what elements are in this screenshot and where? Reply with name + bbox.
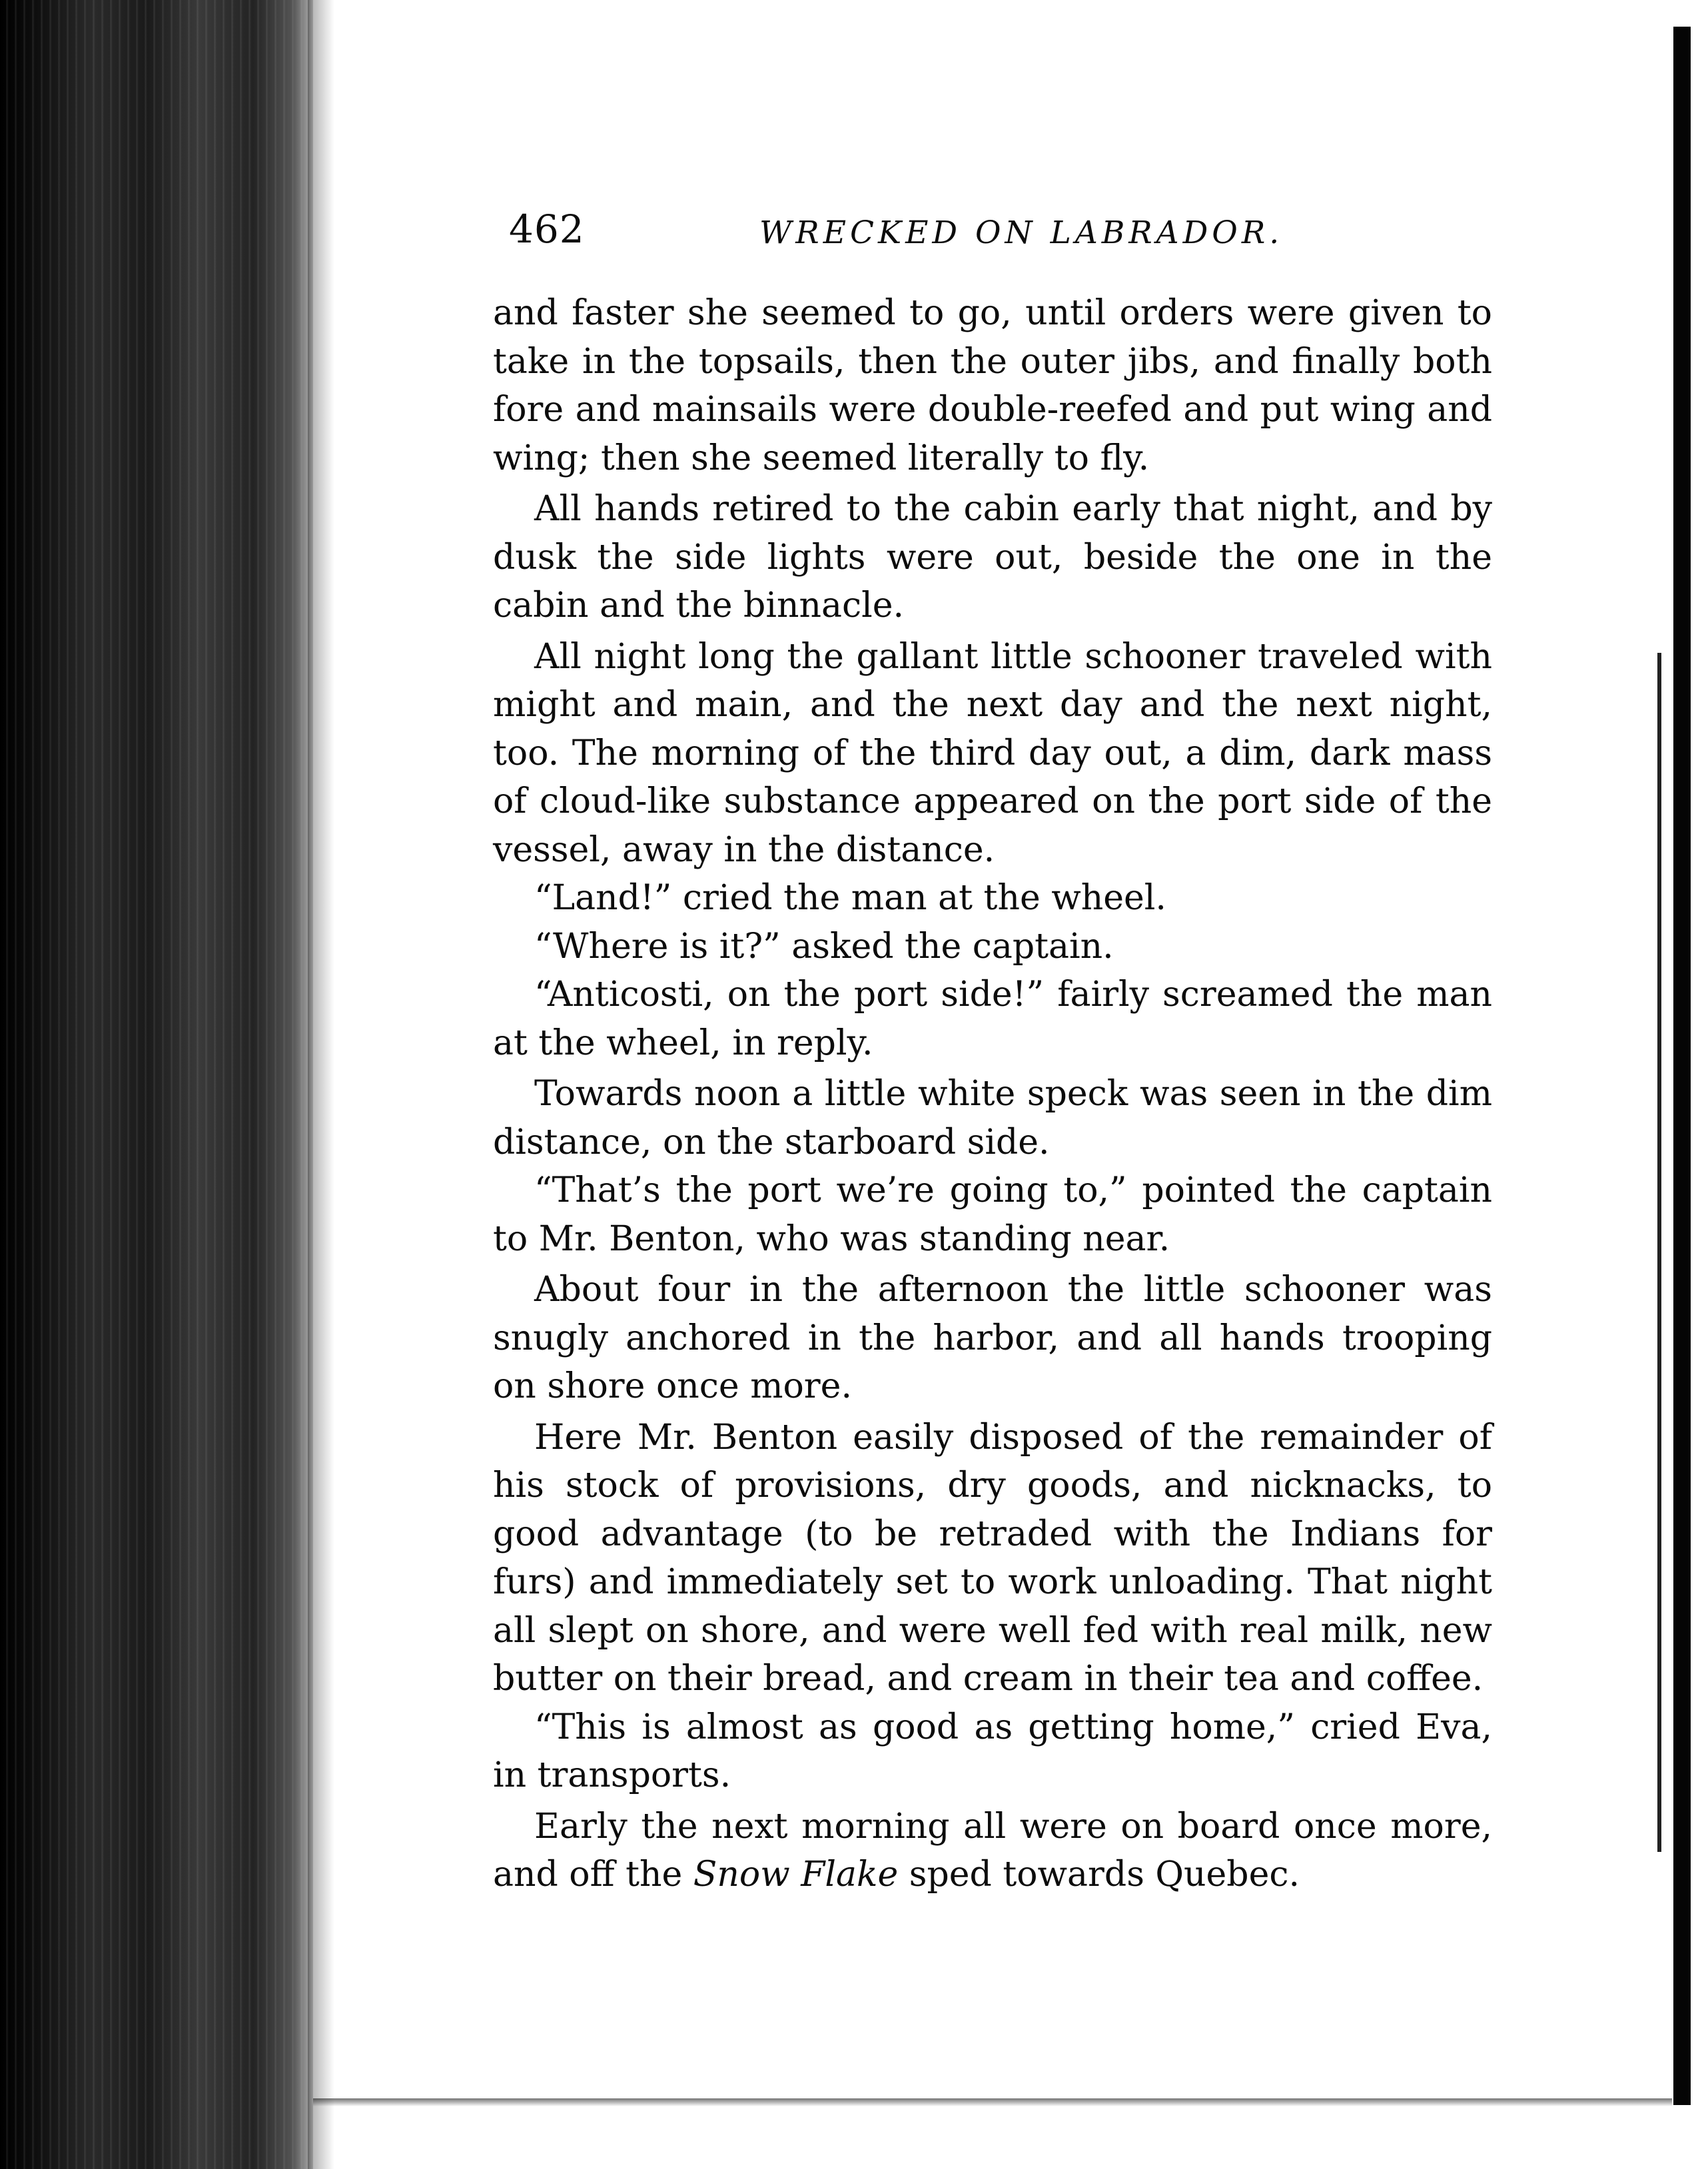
page-number: 462 — [509, 207, 585, 252]
paragraph-8: “That’s the port we’re going to,” pointed the captain to Mr. Benton, who was standing near. — [493, 1170, 1492, 1259]
paragraph-6: “Anticosti, on the port side!” fairly screamed the man at the wheel, in reply. — [493, 975, 1492, 1063]
book-page — [493, 200, 1492, 1899]
paragraph-3: All night long the gallant little schooner traveled with might and main, and the next day and the next night, too. The morning of the third day out, a dim, dark mass of cloud-like substance appeared on the port side of the vessel, away in the distance. — [493, 636, 1492, 870]
paragraph-1: and faster she seemed to go, until orders were given to take in the topsails, then the outer jibs, and finally both fore and mainsails were double-reefed and put wing and wing; then she seemed literally to fly. — [493, 293, 1492, 478]
paragraph-12-end: sped towards Quebec. — [898, 1855, 1300, 1895]
paragraph-9: About four in the afternoon the little schooner was snugly anchored in the harbor, and all hands trooping on shore once more. — [493, 1270, 1492, 1406]
running-head — [493, 200, 1492, 260]
right-edge-bar — [1673, 27, 1691, 2105]
bottom-edge-shadow — [313, 2098, 1672, 2106]
paragraph-4: “Land!” cried the man at the wheel. — [534, 878, 1166, 918]
ship-name: Snow Flake — [693, 1855, 899, 1895]
running-title: WRECKED ON LABRADOR. — [759, 215, 1284, 251]
book-spine — [0, 0, 313, 2169]
paragraph-7: Towards noon a little white speck was seen in the dim distance, on the starboard side. — [493, 1074, 1492, 1162]
gutter-shadow — [308, 0, 334, 2169]
paragraph-5: “Where is it?” asked the captain. — [534, 926, 1114, 967]
paragraph-10: Here Mr. Benton easily disposed of the remainder of his stock of provisions, dry goods, and nicknacks, to good advantage (to be retraded with the Indians for furs) and immediately set to work unloading. That night all slept on shore, and were well fed with real milk, new butter on their bread, and cream in their tea and coffee. — [493, 1417, 1492, 1699]
right-edge-line — [1657, 653, 1661, 1852]
body-text — [493, 289, 1492, 1899]
paragraph-2: All hands retired to the cabin early that night, and by dusk the side lights were out, beside the one in the cabin and the binnacle. — [493, 489, 1492, 626]
paragraph-12-start: Early the next morning all were on board once more, and off the — [493, 1806, 1492, 1895]
paragraph-12 — [493, 1803, 1492, 1899]
paragraph-11: “This is almost as good as getting home,” cried Eva, in transports. — [493, 1707, 1492, 1795]
